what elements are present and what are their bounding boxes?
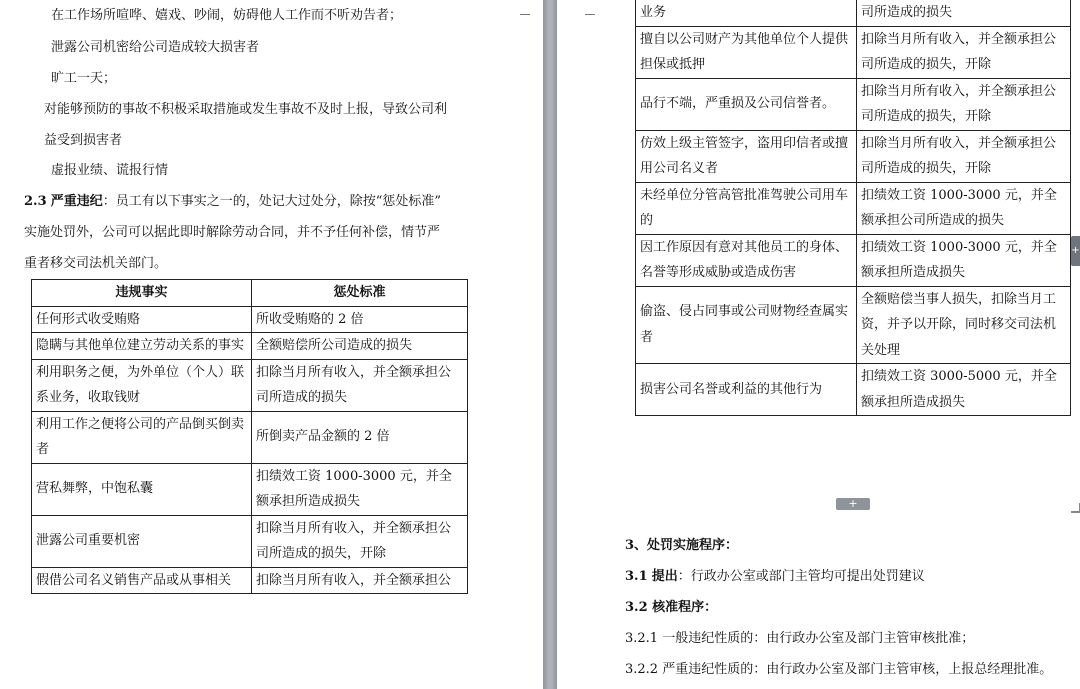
table-header-row <box>32 280 468 307</box>
text-line: 对能够预防的事故不积极采取措施或发生事故不及时上报，导致公司利 <box>44 102 448 117</box>
header-penalty: 惩处标准 <box>252 280 468 307</box>
section-text: ：行政办公室或部门主管均可提出处罚建议 <box>677 569 925 584</box>
section-number: 2.3 <box>24 194 47 209</box>
violation-cell: 营私舞弊，中饱私囊 <box>32 463 252 515</box>
penalty-cell: 扣除当月所有收入，并全额承担公司所造成的损失，开除 <box>252 515 468 567</box>
penalty-cell: 全额赔偿当事人损失，扣除当月工资，并予以开除，同时移交司法机关处理 <box>857 286 1071 364</box>
violation-cell: 业务 <box>636 0 857 26</box>
text-line: 旷工一天； <box>51 71 117 86</box>
penalty-cell: 扣除当月所有收入，并全额承担公司所造成的损失，开除 <box>857 130 1071 182</box>
penalty-cell: 扣除当月所有收入，并全额承担公 <box>252 567 468 594</box>
violation-cell: 利用职务之便，为外单位（个人）联系业务，收取钱财 <box>32 359 252 411</box>
penalty-table-left <box>31 279 468 594</box>
text-line: 泄露公司机密给公司造成较大损害者 <box>51 40 260 55</box>
violation-cell: 损害公司名誉或利益的其他行为 <box>636 364 857 416</box>
header-violation: 违规事实 <box>32 280 252 307</box>
table-row <box>636 78 1071 130</box>
penalty-cell: 扣绩效工资 1000-3000 元，并全额承担所造成损失 <box>252 463 468 515</box>
section-2-3-line-3: 重者移交司法机关部门。 <box>24 256 168 271</box>
table-row <box>636 130 1071 182</box>
violation-cell: 擅自以公司财产为其他单位个人提供担保或抵押 <box>636 26 857 78</box>
table-row <box>32 359 468 411</box>
section-3-heading: 3、处罚实施程序： <box>625 538 739 553</box>
table-row <box>32 567 468 594</box>
violation-cell: 任何形式收受贿赂 <box>32 306 252 333</box>
penalty-cell: 扣绩效工资 1000-3000 元，并全额承担公司所造成的损失 <box>857 182 1071 234</box>
penalty-cell: 扣绩效工资 1000-3000 元，并全额承担所造成损失 <box>857 234 1071 286</box>
table-row <box>32 306 468 333</box>
table-row <box>32 515 468 567</box>
section-title: 提出 <box>651 569 678 584</box>
table-row <box>636 182 1071 234</box>
page-gap <box>543 0 557 689</box>
violation-cell: 隐瞒与其他单位建立劳动关系的事实 <box>32 333 252 360</box>
penalty-cell: 扣除当月所有收入，并全额承担公司所造成的损失，开除 <box>857 78 1071 130</box>
page-corner-mark <box>520 4 530 15</box>
violation-cell: 假借公司名义销售产品或从事相关 <box>32 567 252 594</box>
text-line: 在工作场所喧哗、嬉戏、吵闹，妨碍他人工作而不听劝告者； <box>51 8 403 23</box>
table-row <box>636 0 1071 26</box>
penalty-cell: 所倒卖产品金额的 2 倍 <box>252 411 468 463</box>
penalty-cell: 扣除当月所有收入，并全额承担公司所造成的损失，开除 <box>857 26 1071 78</box>
violation-cell: 品行不端，严重损及公司信誉者。 <box>636 78 857 130</box>
page-corner-mark <box>585 4 595 15</box>
section-2-3-line-1 <box>24 194 441 210</box>
text-line: 益受到损害者 <box>44 133 123 148</box>
violation-cell: 偷盗、侵占同事或公司财物经查属实者 <box>636 286 857 364</box>
section-number: 3.1 <box>625 569 648 584</box>
section-3-2-2-line: 3.2.2 严重违纪性质的：由行政办公室及部门主管审核，上报总经理批准。 <box>625 662 1053 677</box>
table-resize-handle[interactable] <box>1071 503 1080 513</box>
penalty-cell: 司所造成的损失 <box>857 0 1071 26</box>
violation-cell: 泄露公司重要机密 <box>32 515 252 567</box>
penalty-cell: 所收受贿赂的 2 倍 <box>252 306 468 333</box>
table-row <box>32 333 468 360</box>
side-expand-tab[interactable]: + <box>1071 236 1080 266</box>
section-2-3-line-2: 实施处罚外，公司可以据此即时解除劳动合同，并不予任何补偿，情节严 <box>24 225 441 240</box>
table-row <box>32 411 468 463</box>
penalty-cell: 扣除当月所有收入，并全额承担公司所造成的损失 <box>252 359 468 411</box>
violation-cell: 利用工作之便将公司的产品倒买倒卖者 <box>32 411 252 463</box>
penalty-cell: 全额赔偿所公司造成的损失 <box>252 333 468 360</box>
table-row <box>636 364 1071 416</box>
violation-cell: 未经单位分管高管批准驾驶公司用车的 <box>636 182 857 234</box>
table-move-handle[interactable]: + <box>836 498 870 510</box>
section-3-1-line <box>625 569 925 585</box>
section-3-2-1-line: 3.2.1 一般违纪性质的：由行政办公室及部门主管审核批准； <box>625 631 975 646</box>
violation-cell: 仿效上级主管签字，盗用印信者或擅用公司名义者 <box>636 130 857 182</box>
section-3-2-heading: 3.2 核准程序： <box>625 600 718 615</box>
text-line: 虚报业绩、谎报行情 <box>51 163 169 178</box>
table-row <box>32 463 468 515</box>
table-row <box>636 26 1071 78</box>
table-row <box>636 286 1071 364</box>
violation-cell: 因工作原因有意对其他员工的身体、名誉等形成威胁或造成伤害 <box>636 234 857 286</box>
table-row <box>636 234 1071 286</box>
section-text: ：员工有以下事实之一的，处记大过处分，除按“惩处标准” <box>102 194 442 209</box>
section-title: 严重违纪 <box>50 194 103 209</box>
penalty-cell: 扣绩效工资 3000-5000 元，并全额承担所造成损失 <box>857 364 1071 416</box>
penalty-table-right <box>635 0 1071 416</box>
